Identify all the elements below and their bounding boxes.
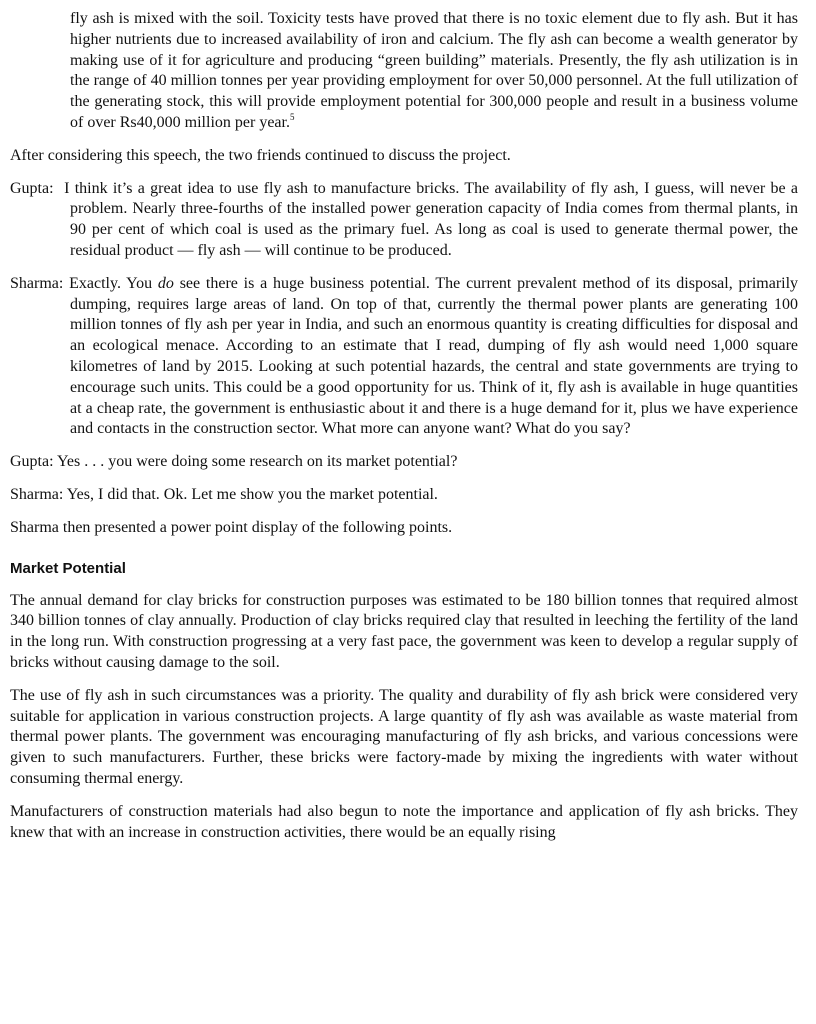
dialogue-gupta-1 (10, 179, 798, 262)
market-paragraph-1: The annual demand for clay bricks for construction purposes was estimated to be 180 billion tonnes that required almost 340 billion tonnes of clay annually. Production of clay bricks required clay that resulted in leeching the fertility of the land in the long run. With construction progressing at a very fast pace, the government was keen to develop a regular supply of bricks without causing damage to the soil. (10, 591, 798, 671)
speaker-sharma: Sharma: (10, 274, 64, 292)
dialogue-lead: Exactly. You (69, 274, 153, 292)
market-paragraph-3: Manufacturers of construction materials had also begun to note the importance and application of fly ash bricks. They knew that with an increase in construction activities, there would be an equally rising (10, 802, 798, 841)
dialogue-text: I think it’s a great idea to use fly ash to manufacture bricks. The availability of fly ash, I guess, will never be a problem. Nearly three-fourths of the installed power generation capacity of India comes from thermal plants, in 90 per cent of which coal is used as the primary fuel. As long as coal is used to generate thermal power, the residual product — fly ash — will continue to be produced. (64, 179, 799, 259)
footnote-marker: 5 (289, 111, 295, 122)
section-heading: Market Potential (10, 559, 126, 577)
dialogue-text: see there is a huge business potential. The current prevalent method of its disposal, primarily dumping, requires large areas of land. On top of that, currently the thermal power plants are generating 100 million tonnes of fly ash per year in India, and such an enormous quantity is creating difficulties for disposal and an ecological menace. According to an estimate that I read, dumping of fly ash would need 1,000 square kilometres of land by 2015. Looking at such potential hazards, the central and state governments are trying to encourage such units. This could be a good opportunity for us. Think of it, fly ash is available in huge quantities at a cheap rate, the government is enthusiastic about it and there is a huge demand for it, plus we have experience and contacts in the construction sector. What more can anyone want? What do you say? (70, 274, 799, 438)
dialogue-emphasis: do (157, 274, 174, 292)
dialogue-gupta-2: Gupta: Yes . . . you were doing some research on its market potential? (10, 453, 458, 471)
paragraph-after-speech: After considering this speech, the two friends continued to discuss the project. (10, 146, 511, 164)
dialogue-sharma-2: Sharma: Yes, I did that. Ok. Let me show you the market potential. (10, 485, 438, 503)
market-paragraph-2: The use of fly ash in such circumstances was a priority. The quality and durability of fly ash brick were considered very suitable for application in various construction projects. A large quantity of fly ash was available as waste material from thermal power plants. The government was encouraging manufacturing of fly ash bricks, and various concessions were given to such manufacturers. Further, these bricks were factory-made by mixing the ingredients with water without consuming thermal energy. (10, 686, 798, 787)
speaker-gupta: Gupta: (10, 179, 54, 197)
block-quote (70, 9, 798, 134)
document-page (10, 0, 798, 843)
quote-text: fly ash is mixed with the soil. Toxicity tests have proved that there is no toxic element due to fly ash. But it has higher nutrients due to increased availability of iron and calcium. The fly ash can become a wealth generator by making use of it for agriculture and producing “green building” materials. Presently, the fly ash utilization is in the range of 40 million tonnes per year providing employment for over 50,000 personnel. At the full utilization of the generating stock, this will provide employment potential for 300,000 people and result in a business volume of over Rs40,000 million per year. (70, 10, 798, 131)
dialogue-sharma-1 (10, 274, 798, 440)
paragraph-presentation-intro: Sharma then presented a power point display of the following points. (10, 518, 453, 536)
